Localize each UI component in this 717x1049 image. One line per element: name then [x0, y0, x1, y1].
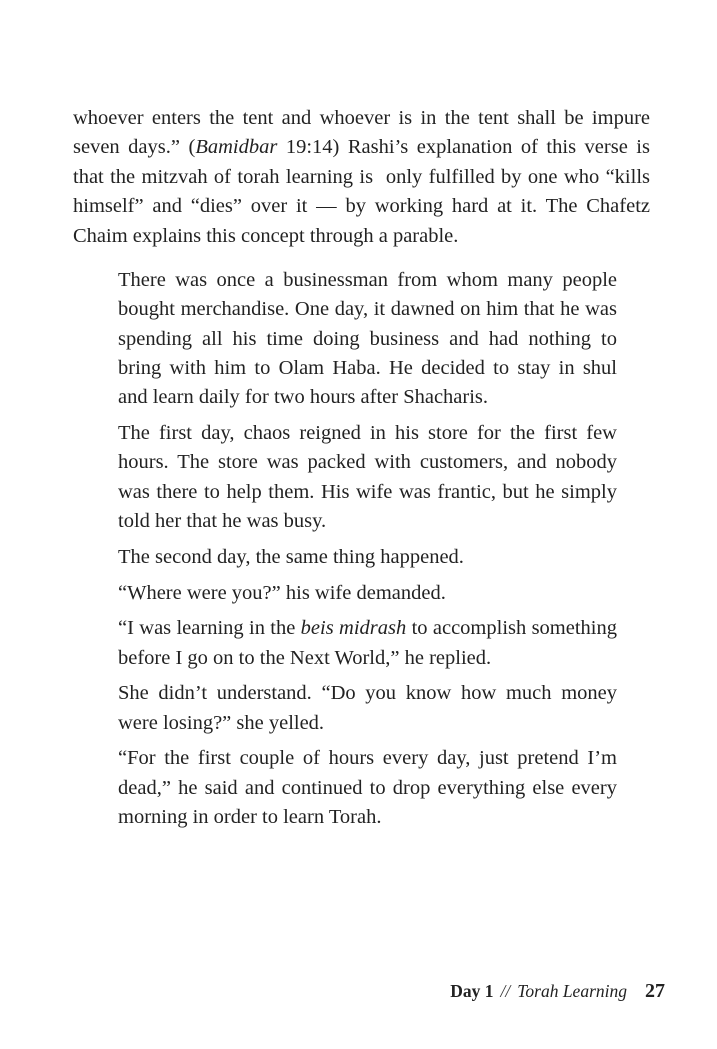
- footer-day-label: Day 1: [450, 981, 494, 1001]
- paragraph: The second day, the same thing happened.: [118, 545, 464, 568]
- parable-block-quote: [118, 266, 617, 832]
- paragraph: “For the first couple of hours every day, just pretend I’m dead,” he said and continued to drop everything else every morning in order to learn Torah.: [118, 747, 617, 829]
- page-footer: [0, 980, 665, 1003]
- paragraph: whoever enters the tent and whoever is in the tent shall be impure seven days.” (Bamidbar 19:14) Rashi’s explanation of this verse is that the mitzvah of torah learning is only fulfilled by one who “kills himself” and “dies” over it — by working hard at it. The Chafetz Chaim explains this concept through a parable.: [73, 107, 650, 247]
- paragraph: She didn’t understand. “Do you know how much money were losing?” she yelled.: [118, 682, 617, 734]
- page-text-block: [73, 104, 650, 832]
- italic-term: Bamidbar: [195, 136, 278, 159]
- paragraph: The first day, chaos reigned in his store for the first few hours. The store was packed with customers, and nobody was there to help them. His wife was frantic, but he simply told her that he was busy.: [118, 422, 617, 532]
- paragraph: “Where were you?” his wife demanded.: [118, 581, 446, 604]
- body-paragraphs: [73, 104, 650, 251]
- paragraph: There was once a businessman from whom many people bought merchandise. One day, it dawned on him that he was spending all his time doing business and had nothing to bring with him to Olam Haba. He decided to stay in shul and learn daily for two hours after Shacharis.: [118, 269, 617, 409]
- footer-separator-slashes: //: [500, 981, 511, 1001]
- footer-chapter-title: Torah Learning: [517, 981, 627, 1001]
- italic-term: beis midrash: [300, 617, 407, 640]
- paragraph: “I was learning in the beis midrash to accomplish something before I go on to the Next World,” he replied.: [118, 617, 617, 669]
- page-number: 27: [645, 980, 665, 1002]
